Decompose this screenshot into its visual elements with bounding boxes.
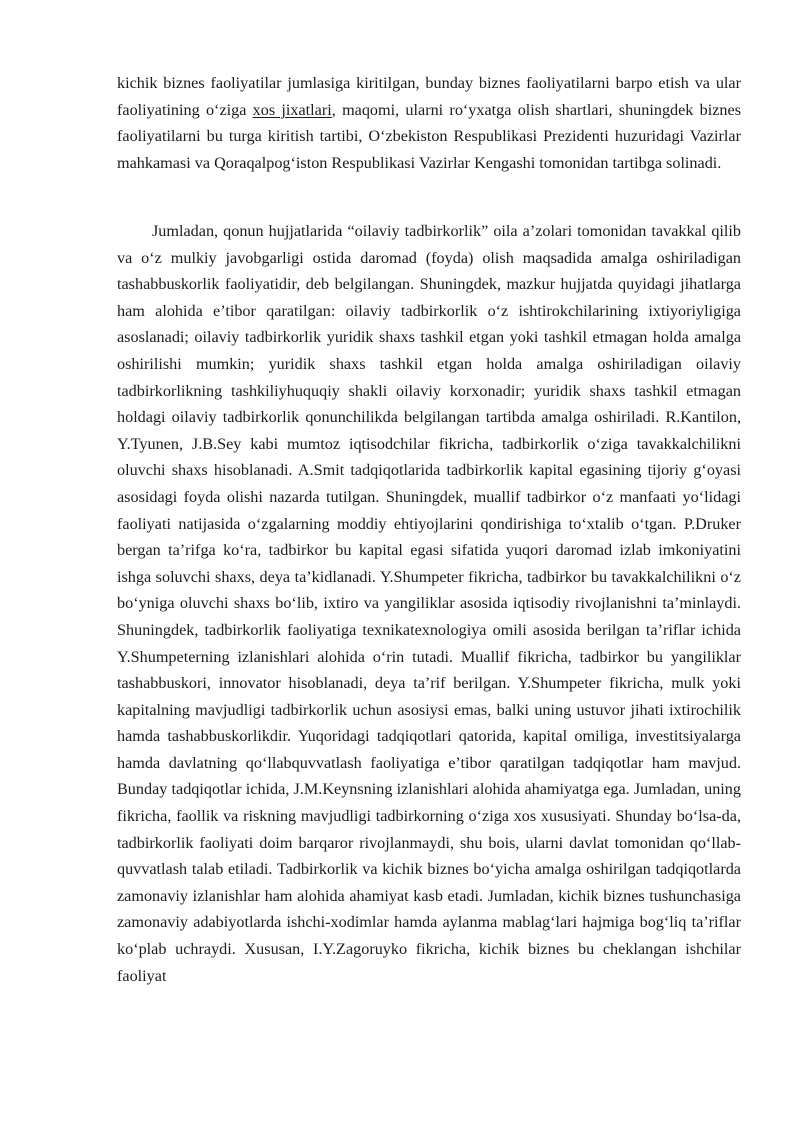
paragraph-continuation xyxy=(117,70,741,176)
paragraph-1-text xyxy=(117,70,741,176)
underlined-link[interactable]: xos jixatlari xyxy=(252,100,332,119)
paragraph-main xyxy=(117,218,741,989)
paragraph-1-before-link: kichik biznes faoliyatilar jumlasiga kiritilgan, bunday biznes faoliyatilarni barpo etish va ular faoliyatining o‘ziga xyxy=(117,74,741,119)
paragraph-1-after-link: , maqomi, ularni ro‘yxatga olish shartlari, shuningdek biznes faoliyatilarni bu turga kiritish tartibi, O‘zbekiston Respublikasi Prezidenti huzuridagi Vazirlar mahkamasi va Qoraqalpog‘iston Respublikasi Vazirlar Kengashi tomonidan tartibga solinadi. xyxy=(117,100,742,172)
paragraph-2-text: Jumladan, qonun hujjatlarida “oilaviy tadbirkorlik” oila a’zolari tomonidan tavakkal qilib va o‘z mulkiy javobgarligi ostida daromad (foyda) olish maqsadida amalga oshiriladigan tashabbuskorlik faoliyatidir, deb belgilangan. Shuningdek, mazkur hujjatda quyidagi jihatlarga ham alohida e’tibor qaratilgan: oilaviy tadbirkorlik o‘z ishtirokchilarining ixtiyoriyligiga asoslanadi; oilaviy tadbirkorlik yuridik shaxs tashkil etgan yoki tashkil etmagan holda amalga oshirilishi mumkin; yuridik shaxs tashkil etgan holda amalga oshiriladigan oilaviy tadbirkorlikning tashkiliyhuquqiy shakli oilaviy korxonadir; yuridik shaxs tashkil etmagan holdagi oilaviy tadbirkorlik qonunchilikda belgilangan tartibda amalga oshiriladi. R.Kantilon, Y.Tyunen, J.B.Sey kabi mumtoz iqtisodchilar fikricha, tadbirkorlik o‘ziga tavakkalchilikni oluvchi shaxs hisoblanadi. A.Smit tadqiqotlarida tadbirkorlik kapital egasining tijoriy g‘oyasi asosidagi foyda olishi nazarda tutilgan. Shuningdek, muallif tadbirkor o‘z manfaati yo‘lidagi faoliyati natijasida o‘zgalarning moddiy ehtiyojlarini qondirishiga to‘xtalib o‘tgan. P.Druker bergan ta’rifga ko‘ra, tadbirkor bu kapital egasi sifatida yuqori daromad izlab imkoniyatini ishga soluvchi shaxs, deya ta’kidlanadi. Y.Shumpeter fikricha, tadbirkor bu tavakkalchilikni o‘z bo‘yniga oluvchi shaxs bo‘lib, ixtiro va yangiliklar asosida iqtisodiy rivojlanishni ta’minlaydi. Shuningdek, tadbirkorlik faoliyatiga texnikatexnologiya omili asosida berilgan ta’riflar ichida Y.Shumpeterning izlanishlari alohida o‘rin tutadi. Muallif fikricha, tadbirkor bu yangiliklar tashabbuskori, innovator hisoblanadi, deya ta’rif berilgan. Y.Shumpeter fikricha, mulk yoki kapitalning mavjudligi tadbirkorlik uchun asosiysi emas, balki uning ustuvor jihati ixtirochilik hamda tashabbuskorlikdir. Yuqoridagi tadqiqotlari qatorida, kapital omiliga, investitsiyalarga hamda davlatning qo‘llabquvvatlash faoliyatiga e’tibor qaratilgan tadqiqotlar ham mavjud. Bunday tadqiqotlar ichida, J.M.Keynsning izlanishlari alohida ahamiyatga ega. Jumladan, uning fikricha, faollik va riskning mavjudligi tadbirkorning o‘ziga xos xususiyati. Shunday bo‘lsa-da, tadbirkorlik faoliyati doim barqaror rivojlanmaydi, shu bois, ularni davlat tomonidan qo‘llab-quvvatlash talab etiladi. Tadbirkorlik va kichik biznes bo‘yicha amalga oshirilgan tadqiqotlarda zamonaviy izlanishlar ham alohida ahamiyat kasb etadi. Jumladan, kichik biznes tushunchasiga zamonaviy adabiyotlarda ishchi-xodimlar hamda aylanma mablag‘lari hajmiga bog‘liq ta’riflar ko‘plab uchraydi. Xususan, I.Y.Zagoruyko fikricha, kichik biznes bu cheklangan ishchilar faoliyat xyxy=(117,222,741,985)
